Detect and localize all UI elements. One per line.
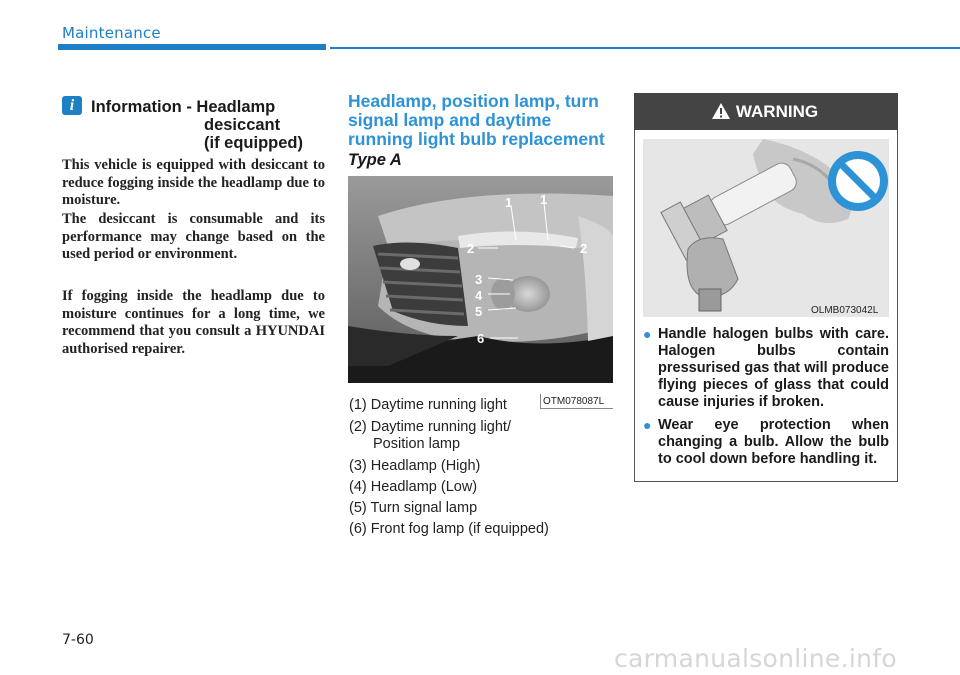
type-label: Type A <box>348 151 402 169</box>
callout-2a: 2 <box>467 241 475 256</box>
info-paragraph: This vehicle is equipped with desiccant to reduce fogging inside the headlamp due to moisture. <box>62 157 325 208</box>
warning-triangle-icon <box>711 102 731 120</box>
callout-2b: 2 <box>580 241 588 256</box>
bullet-icon: ● <box>643 417 652 433</box>
info-paragraph: The desiccant is consumable and its performance may change based on the used period or environment. <box>62 211 325 262</box>
warning-item <box>643 417 889 468</box>
figure-code: OLMB073042L <box>811 305 879 316</box>
legend-item: (5) Turn signal lamp <box>349 500 478 516</box>
callout-3: 3 <box>475 272 483 287</box>
warning-item <box>643 326 889 411</box>
legend-item: (2) Daytime running light/ <box>349 419 511 435</box>
legend-item-continuation: Position lamp <box>373 436 461 452</box>
figure-code: OTM078087L <box>543 396 605 407</box>
header-rule-thin <box>330 47 960 49</box>
warning-item-text: Wear eye protection when changing a bulb. Allow the bulb to cool down before handling it. <box>658 417 889 467</box>
info-heading-line2: desiccant <box>204 116 281 134</box>
legend-item: (4) Headlamp (Low) <box>349 479 478 495</box>
warning-label <box>634 93 898 130</box>
callout-5: 5 <box>475 304 483 319</box>
replacement-title: Headlamp, position lamp, turn signal lamp and daytime running light bulb replacement <box>348 91 605 149</box>
info-paragraph: If fogging inside the headlamp due to moisture continues for a long time, we recommend that you consult a HYUNDAI authorised repairer. <box>62 288 325 357</box>
header-rule-thick <box>58 44 326 50</box>
warning-item-text: Handle halogen bulbs with care. Halogen bulbs contain pressurised gas that will produce flying pieces of glass that could cause injuries if broken. <box>658 326 889 410</box>
page-number: 7-60 <box>62 632 94 648</box>
warning-label-text: WARNING <box>735 102 819 121</box>
legend-item: (3) Headlamp (High) <box>349 458 481 474</box>
halogen-bulb-figure <box>643 139 889 317</box>
info-icon: i <box>62 96 82 115</box>
callout-6: 6 <box>477 331 485 346</box>
bullet-icon: ● <box>643 326 652 342</box>
headlamp-figure <box>348 176 613 383</box>
section-title: Maintenance <box>62 24 161 42</box>
watermark-link[interactable]: carmanualsonline.info <box>614 644 897 673</box>
callout-4: 4 <box>475 288 483 303</box>
info-heading-line1: Information - Headlamp <box>91 98 276 116</box>
legend-item: (1) Daytime running light <box>349 397 507 413</box>
info-heading-line3: (if equipped) <box>204 134 303 152</box>
callout-1a: 1 <box>505 195 513 210</box>
callout-1b: 1 <box>540 192 548 207</box>
legend-item: (6) Front fog lamp (if equipped) <box>349 521 549 537</box>
